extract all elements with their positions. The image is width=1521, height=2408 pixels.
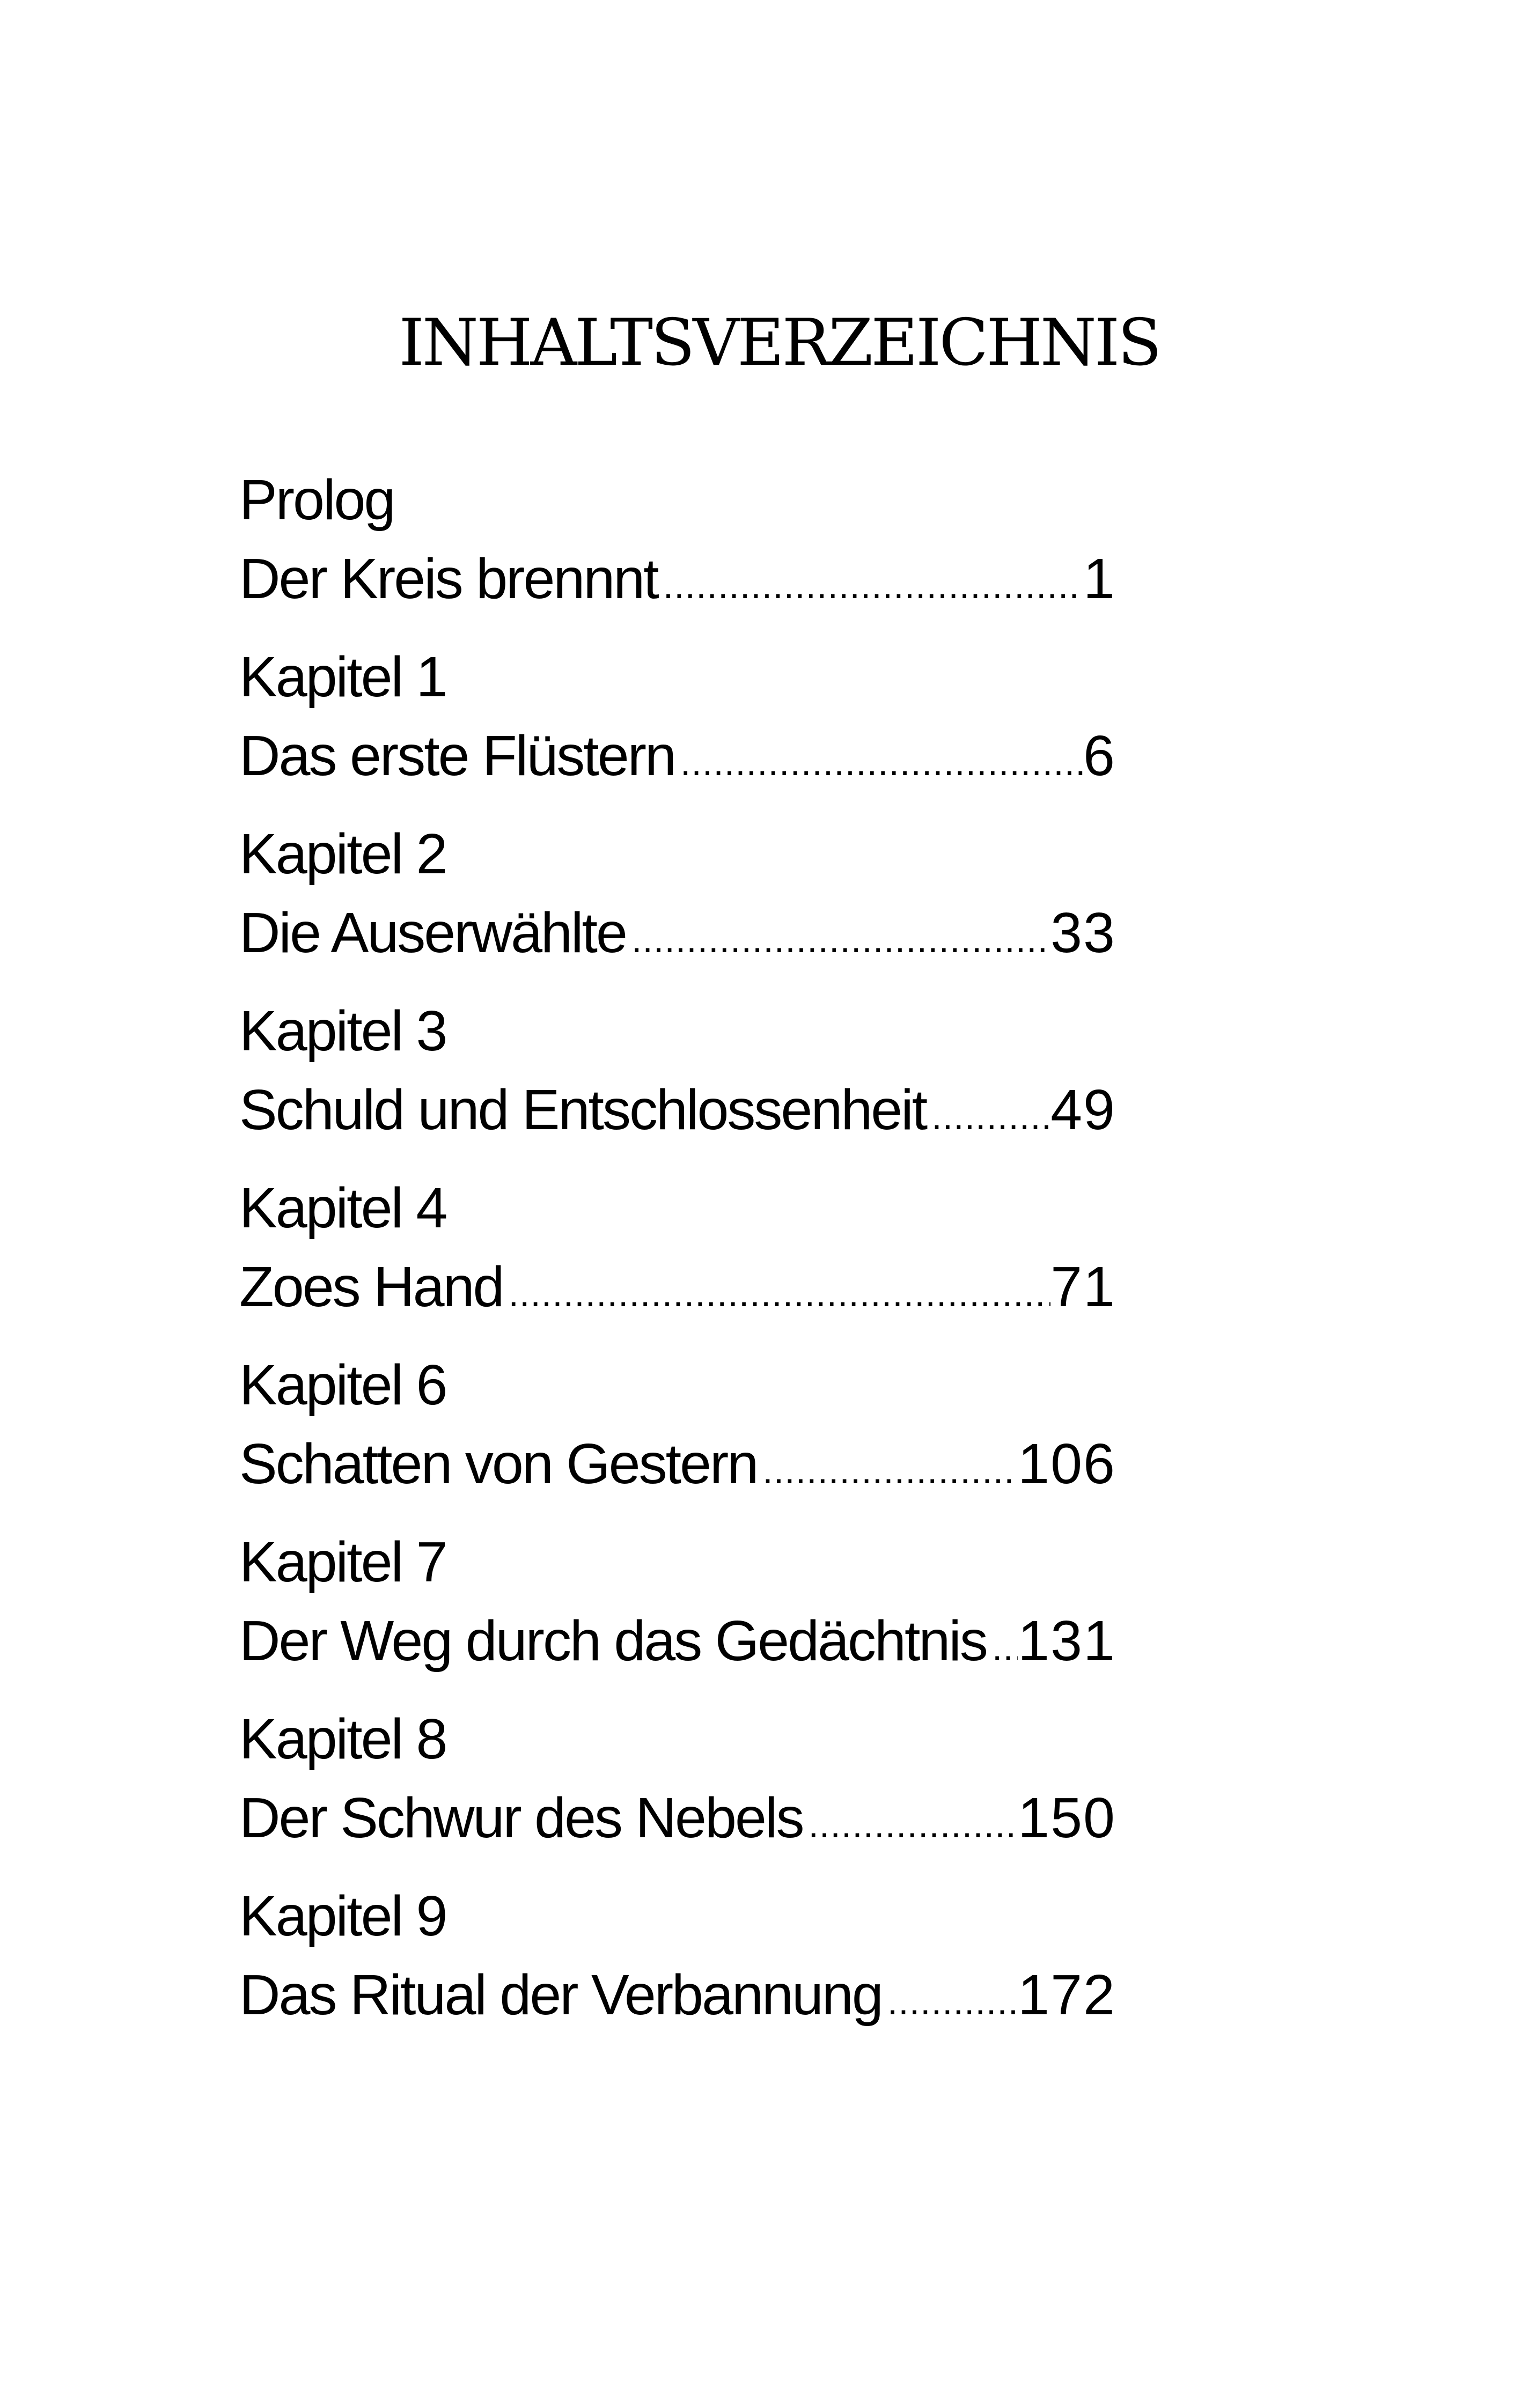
page-number: 33 xyxy=(1050,901,1116,964)
page-number: 1 xyxy=(1083,547,1116,610)
page-number: 71 xyxy=(1050,1255,1116,1319)
dot-leader xyxy=(987,1609,1018,1687)
dot-leader xyxy=(503,1255,1051,1332)
chapter-title: Der Schwur des Nebels xyxy=(239,1786,803,1850)
dot-leader xyxy=(882,1963,1018,2041)
chapter-line xyxy=(239,1602,1116,1680)
chapter-label: Kapitel 2 xyxy=(239,822,446,886)
toc-entry[interactable] xyxy=(239,815,1116,992)
chapter-title: Die Auserwählte xyxy=(239,901,626,964)
chapter-line xyxy=(239,1248,1116,1326)
chapter-label: Kapitel 1 xyxy=(239,645,446,709)
dot-leader xyxy=(757,1432,1018,1509)
chapter-line xyxy=(239,1956,1116,2034)
toc-entry[interactable] xyxy=(239,1700,1116,1877)
table-of-contents xyxy=(239,461,1116,2054)
dot-leader xyxy=(803,1786,1018,1864)
dot-leader xyxy=(626,901,1050,978)
dot-leader xyxy=(675,724,1083,801)
page-number: 6 xyxy=(1083,724,1116,787)
dot-leader xyxy=(926,1078,1050,1155)
chapter-line xyxy=(239,540,1116,618)
dot-leader xyxy=(658,547,1083,624)
chapter-title: Der Weg durch das Gedächtnis xyxy=(239,1609,987,1673)
chapter-label: Kapitel 6 xyxy=(239,1353,446,1417)
chapter-title: Der Kreis brennnt xyxy=(239,547,658,610)
toc-heading: INHALTSVERZEICHNIS xyxy=(399,306,1160,380)
toc-entry[interactable] xyxy=(239,638,1116,815)
toc-entry[interactable] xyxy=(239,992,1116,1169)
chapter-title: Das Ritual der Verbannung xyxy=(239,1963,882,2027)
toc-entry[interactable] xyxy=(239,461,1116,638)
chapter-label: Kapitel 9 xyxy=(239,1884,446,1948)
toc-entry[interactable] xyxy=(239,1169,1116,1346)
toc-entry[interactable] xyxy=(239,1523,1116,1700)
chapter-line xyxy=(239,1071,1116,1149)
chapter-label: Kapitel 7 xyxy=(239,1530,446,1594)
chapter-label: Prolog xyxy=(239,468,394,532)
chapter-label: Kapitel 4 xyxy=(239,1176,446,1240)
chapter-title: Schuld und Entschlossenheit xyxy=(239,1078,927,1142)
chapter-line xyxy=(239,1779,1116,1857)
chapter-line xyxy=(239,894,1116,972)
chapter-label: Kapitel 8 xyxy=(239,1707,446,1771)
chapter-label: Kapitel 3 xyxy=(239,999,446,1063)
chapter-title: Zoes Hand xyxy=(239,1255,503,1319)
chapter-line xyxy=(239,1425,1116,1503)
page-number: 49 xyxy=(1050,1078,1116,1142)
chapter-title: Schatten von Gestern xyxy=(239,1432,758,1496)
page-number: 131 xyxy=(1018,1609,1116,1673)
page-number: 172 xyxy=(1018,1963,1116,2027)
page-number: 106 xyxy=(1018,1432,1116,1496)
chapter-line xyxy=(239,717,1116,795)
chapter-title: Das erste Flüstern xyxy=(239,724,675,787)
toc-entry[interactable] xyxy=(239,1346,1116,1523)
page-number: 150 xyxy=(1018,1786,1116,1850)
toc-entry[interactable] xyxy=(239,1877,1116,2054)
